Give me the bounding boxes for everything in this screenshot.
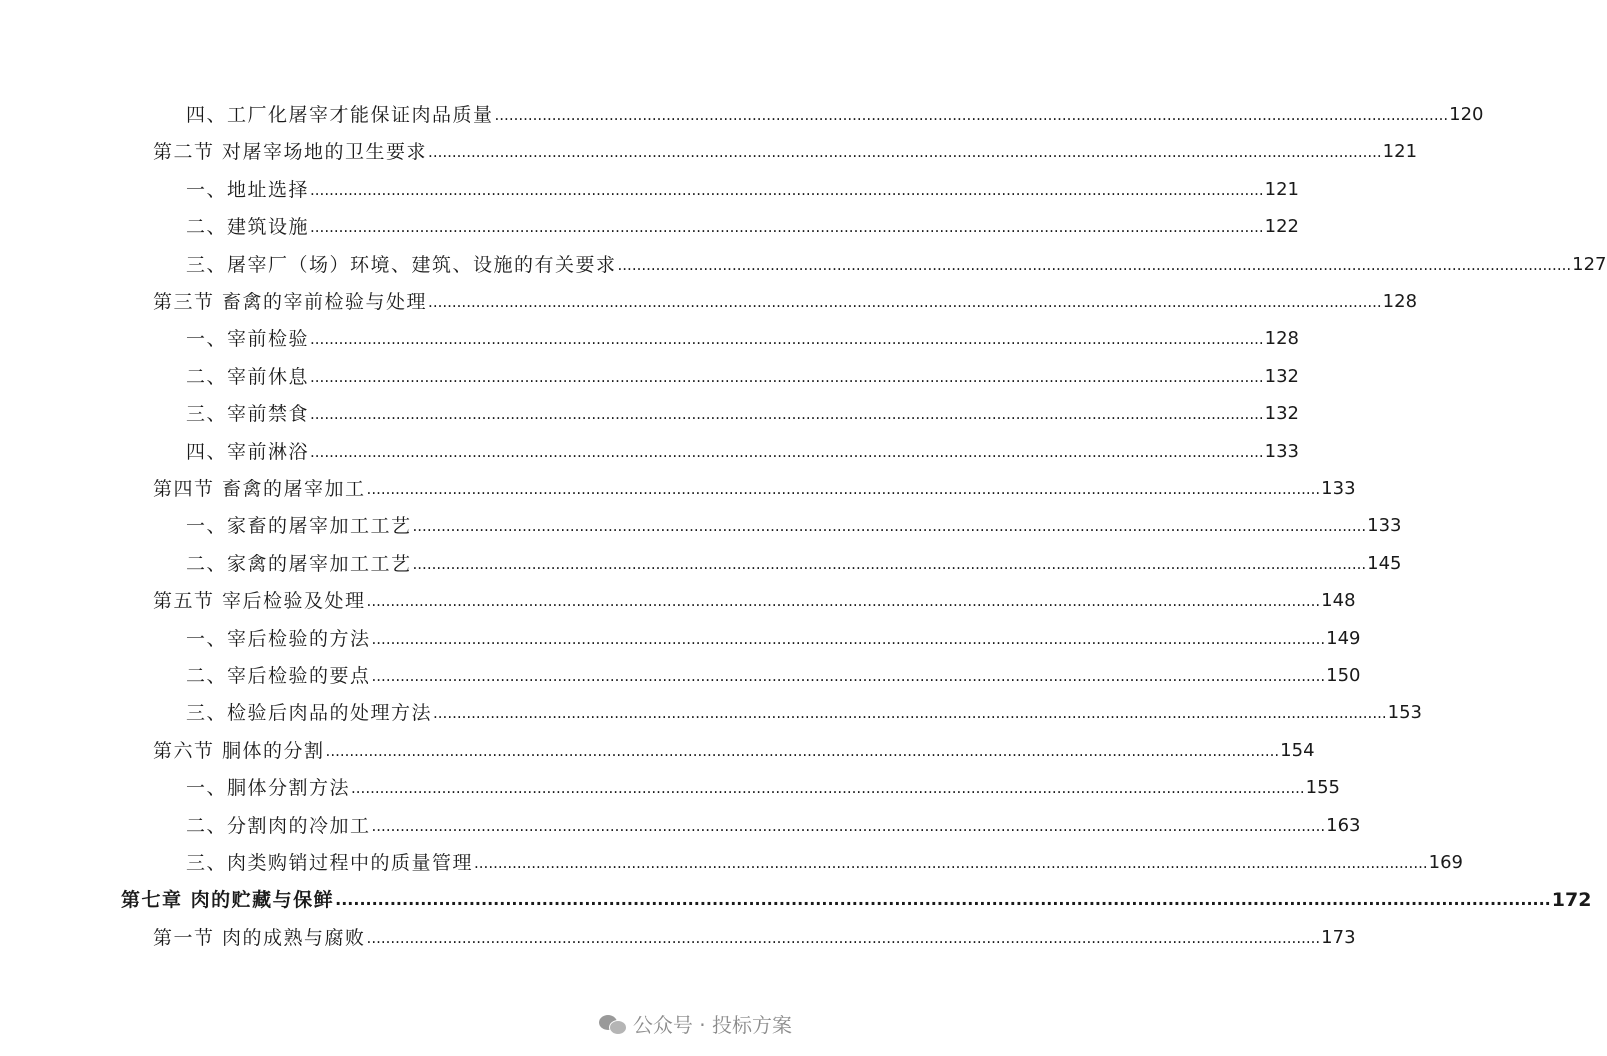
toc-entry[interactable] (186, 175, 1299, 205)
toc-entry[interactable] (186, 250, 1607, 280)
watermark-text: 公众号 · 投标方案 (632, 1013, 792, 1037)
toc-entry[interactable] (153, 586, 1356, 616)
toc-entry-label: 第二节 对屠宰场地的卫生要求 (153, 141, 428, 164)
toc-leader-dots: ........................................................................................................................................................................................................ (428, 143, 1382, 162)
toc-leader-dots: ........................................................................................................................................................................................................ (351, 779, 1305, 798)
toc-entry-page-number: 128 (1264, 328, 1299, 350)
toc-entry[interactable] (186, 324, 1299, 354)
toc-entry[interactable] (186, 100, 1484, 130)
toc-entry-label: 二、建筑设施 (186, 216, 310, 239)
toc-entry[interactable] (186, 362, 1299, 392)
toc-leader-dots: ........................................................................................................................................................................................................ (474, 854, 1428, 872)
toc-leader-dots: ........................................................................................................................................................................................................ (310, 405, 1264, 424)
toc-entry-label: 三、宰前禁食 (186, 403, 310, 426)
toc-entry-page-number: 121 (1382, 141, 1418, 163)
toc-entry-page-number: 133 (1321, 478, 1356, 499)
toc-entry-page-number: 163 (1326, 814, 1361, 836)
toc-entry-page-number: 145 (1367, 552, 1402, 574)
toc-entry-label: 一、家畜的屠宰加工工艺 (186, 515, 412, 538)
toc-entry-page-number: 122 (1264, 216, 1299, 238)
toc-leader-dots: ........................................................................................................................................................................................................ (371, 667, 1326, 685)
toc-entry[interactable] (153, 287, 1418, 317)
toc-entry-page-number: 169 (1428, 852, 1463, 873)
toc-leader-dots: ........................................................................................................................................................................................................ (371, 816, 1326, 835)
toc-entry-page-number: 149 (1326, 627, 1361, 649)
toc-leader-dots: ........................................................................................................................................................................................................ (366, 592, 1321, 611)
toc-entry-label: 三、屠宰厂（场）环境、建筑、设施的有关要求 (186, 253, 617, 276)
toc-entry[interactable] (153, 923, 1356, 953)
toc-entry-label: 第五节 宰后检验及处理 (153, 590, 366, 613)
toc-entry-label: 一、宰后检验的方法 (186, 627, 371, 650)
watermark (599, 1009, 792, 1038)
toc-entry[interactable] (153, 474, 1356, 504)
toc-entry-page-number: 148 (1321, 590, 1356, 612)
toc-entry-page-number: 127 (1572, 253, 1607, 275)
toc-entry[interactable] (186, 698, 1422, 728)
toc-leader-dots: ........................................................................................................................................................................................................ (412, 554, 1367, 573)
toc-entry-label: 三、肉类购销过程中的质量管理 (186, 852, 474, 874)
toc-leader-dots: ........................................................................................................................................................................................................ (325, 741, 1280, 760)
toc-leader-dots: ........................................................................................................................................................................................................ (428, 293, 1382, 311)
toc-entry-page-number: 154 (1280, 739, 1315, 761)
toc-leader-dots: ........................................................................................................................................................................................................ (310, 218, 1264, 237)
toc-leader-dots: ........................................................................................................................................................................................................ (494, 106, 1449, 124)
toc-leader-dots: ........................................................................................................................................................................................................ (310, 367, 1264, 386)
toc-entry[interactable] (186, 437, 1299, 467)
toc-entry[interactable] (186, 773, 1340, 803)
toc-leader-dots: ........................................................................................................................................................................................................ (310, 180, 1264, 199)
toc-entry-page-number: 155 (1305, 777, 1340, 799)
toc-entry-page-number: 153 (1387, 702, 1422, 724)
toc-entry-page-number: 133 (1367, 515, 1402, 537)
toc-entry[interactable] (186, 511, 1402, 541)
toc-entry-label: 第四节 畜禽的屠宰加工 (153, 478, 366, 500)
toc-leader-dots: ........................................................................................................................................................................................................ (433, 704, 1387, 723)
toc-leader-dots: ........................................................................................................................................................................................................ (310, 330, 1264, 349)
toc-entry-page-number: 132 (1264, 365, 1299, 387)
toc-entry-page-number: 132 (1264, 403, 1299, 425)
toc-leader-dots: ........................................................................................................................................................................................................ (371, 629, 1326, 648)
toc-entry-label: 二、家禽的屠宰加工工艺 (186, 552, 412, 575)
toc-entry-label: 一、宰前检验 (186, 328, 310, 351)
toc-entry[interactable] (186, 811, 1361, 841)
toc-entry[interactable] (153, 137, 1418, 167)
toc-entry-page-number: 133 (1264, 440, 1299, 462)
toc-entry-label: 四、工厂化屠宰才能保证肉品质量 (186, 104, 494, 126)
toc-entry-label: 第六节 胴体的分割 (153, 739, 325, 762)
toc-entry[interactable] (186, 661, 1361, 691)
toc-entry-page-number: 120 (1449, 104, 1484, 125)
toc-leader-dots: ........................................................................................................................................................................................................ (335, 890, 1551, 910)
toc-entry-label: 第三节 畜禽的宰前检验与处理 (153, 291, 428, 313)
toc-entry-label: 一、胴体分割方法 (186, 777, 351, 800)
toc-leader-dots: ........................................................................................................................................................................................................ (412, 517, 1367, 536)
toc-entry[interactable] (186, 848, 1463, 878)
toc-entry[interactable] (186, 399, 1299, 429)
toc-entry-label: 一、地址选择 (186, 178, 310, 201)
toc-leader-dots: ........................................................................................................................................................................................................ (366, 480, 1321, 498)
toc-entry-label: 三、检验后肉品的处理方法 (186, 702, 433, 725)
toc-leader-dots: ........................................................................................................................................................................................................ (366, 928, 1321, 947)
wechat-icon (599, 1013, 627, 1035)
toc-entry-label: 第七章 肉的贮藏与保鲜 (121, 889, 335, 912)
toc-entry-label: 二、宰前休息 (186, 365, 310, 388)
toc-leader-dots: ........................................................................................................................................................................................................ (617, 255, 1572, 274)
toc-entry-page-number: 172 (1551, 889, 1592, 912)
toc-entry[interactable] (186, 549, 1402, 579)
toc-entry-label: 四、宰前淋浴 (186, 440, 310, 463)
toc-entry-label: 第一节 肉的成熟与腐败 (153, 926, 366, 949)
toc-entry-page-number: 128 (1382, 291, 1418, 312)
toc-entry-page-number: 173 (1321, 926, 1356, 948)
toc-entry-page-number: 121 (1264, 178, 1299, 200)
toc-entry[interactable] (121, 885, 1592, 915)
toc-entry[interactable] (186, 624, 1361, 654)
toc-entry[interactable] (186, 212, 1299, 242)
toc-leader-dots: ........................................................................................................................................................................................................ (310, 442, 1264, 461)
toc-entry-label: 二、宰后检验的要点 (186, 665, 371, 687)
toc-entry[interactable] (153, 736, 1315, 766)
toc-entry-label: 二、分割肉的冷加工 (186, 814, 371, 837)
toc-entry-page-number: 150 (1326, 665, 1361, 686)
